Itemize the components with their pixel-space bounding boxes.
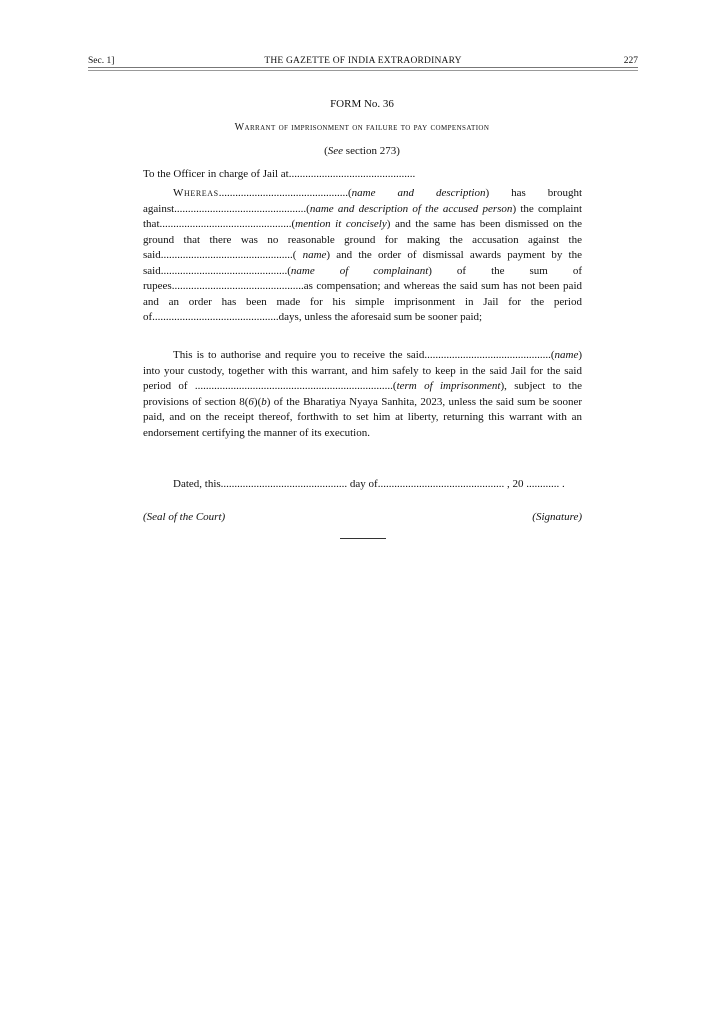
authorisation-paragraph [143, 348, 582, 441]
p1-text-4: ) and the same has been dismissed on the ground that there was no reasonable ground for making the accusation against the said................................................( [143, 218, 582, 261]
form-subtitle: Warrant of imprisonment on failure to pay compensation [234, 122, 490, 133]
p1-text-5: ) and the order of dismissal awards payment by the said..............................................( [143, 249, 582, 277]
p1-italic-5: name of complainant [290, 264, 429, 277]
p1-italic-1: name and description [351, 187, 486, 199]
p2-text-3: ), subject to the provisions of section 8( [143, 380, 582, 408]
p2-italic-2: term of imprisonment [396, 380, 501, 392]
form-reference-open: ( [324, 145, 328, 157]
p1-italic-2: name and description of the accused person [309, 202, 513, 215]
dated-line: Dated, this.............................................. day of.............................................. , 20 ............ . [173, 478, 565, 490]
whereas-paragraph [143, 186, 582, 326]
p2-text-2: ) into your custody, together with this warrant, and him safely to keep in the said Jail for the said period of ........................................................................( [143, 349, 582, 392]
p2-text-1: This is to authorise and require you to receive the said..............................................( [173, 349, 555, 361]
p1-text-3: ) the complaint that................................................( [143, 202, 583, 230]
end-rule [340, 538, 386, 539]
p1-italic-4: name [302, 249, 327, 261]
gazette-title: THE GAZETTE OF INDIA EXTRAORDINARY [264, 56, 462, 66]
form-reference [0, 145, 724, 157]
page-number: 227 [623, 56, 638, 66]
p1-italic-3: mention it concisely [295, 218, 387, 230]
form-reference-see: See [327, 145, 344, 157]
p2-italic-1: name [554, 349, 579, 361]
whereas-word: Whereas [173, 187, 219, 199]
p2-text-4: )( [253, 395, 262, 408]
p1-text-2: ) has brought against................................................( [143, 187, 582, 215]
seal-of-court: (Seal of the Court) [143, 511, 226, 523]
p2-italic-3: 6 [248, 395, 254, 408]
p2-text-5: ) of the Bharatiya Nyaya Sanhita, 2023, unless the said sum be sooner paid, and on the receipt thereof, forthwith to set him at liberty, returning this warrant with an endorsement certifying the manner of its execution. [143, 395, 582, 439]
p2-italic-4: b [261, 395, 267, 408]
p1-text-1: ...............................................( [218, 187, 352, 199]
section-label: Sec. 1] [88, 56, 115, 66]
form-reference-rest: section 273) [343, 145, 400, 157]
form-title: FORM No. 36 [330, 98, 394, 110]
signature-label: (Signature) [532, 511, 582, 523]
page-header [88, 54, 638, 68]
p1-text-6: ) of the sum of rupees................................................as compensation; and whereas the said sum has not been paid and an order has been made for his simple imprisonment in Jail for the period of..............................................days, unless the aforesaid sum be sooner paid; [143, 264, 582, 323]
header-rule [88, 67, 638, 71]
addressee-line: To the Officer in charge of Jail at.............................................. [143, 168, 416, 180]
